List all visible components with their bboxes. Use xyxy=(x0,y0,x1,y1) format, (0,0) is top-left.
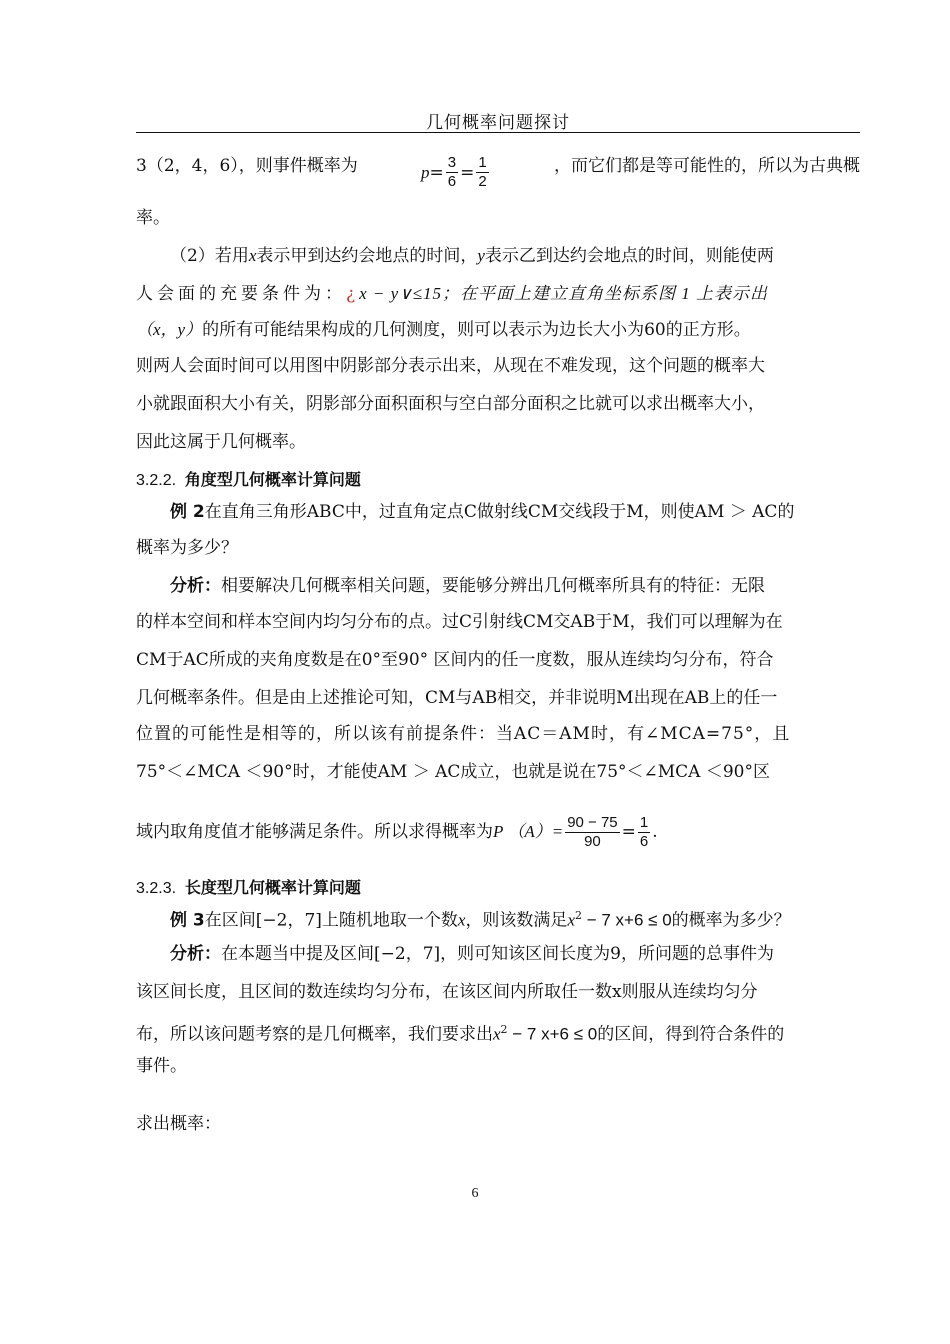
para1-fraction-2: $\frac{1}{2}$ xyxy=(478,154,487,190)
analysis2-line7: 域内取角度值才能够满足条件。所以求得概率为P （A）= $\frac{90 - 75}{90}$ = $\frac{1}{6}$ . xyxy=(136,814,658,850)
para1-p-symbol: p xyxy=(421,162,430,182)
para1-line1 xyxy=(136,154,860,191)
para2-line6: 因此这属于几何概率。 xyxy=(136,432,306,452)
section-heading-3-2-2: 3.2.2. 角度型几何概率计算问题 xyxy=(136,470,361,489)
example2-line1: 例 2在直角三角形ABC中，过直角定点C做射线CM交线段于M，则使AM ＞ AC的 xyxy=(170,502,795,522)
para2-line3: （x，y）的所有可能结果构成的几何测度，则可以表示为边长大小为60的正方形。 xyxy=(136,320,751,340)
para1-text-a: 3（2，4，6），则事件概率为 xyxy=(136,156,358,176)
analysis2-line3: CM于AC所成的夹角度数是在0°至90° 区间内的任一度数，服从连续均匀分布，符合 xyxy=(136,650,774,670)
closing-text: 求出概率： xyxy=(136,1114,221,1134)
example3-line1: 例 3在区间[−2，7]上随机地取一个数x，则该数满足$x^2 - 7$ x+6 ≤ 0的概率为多少？ xyxy=(170,909,791,931)
analysis2-fraction-1: $\frac{90 - 75}{90}$ xyxy=(567,814,618,850)
analysis3-line1: 分析：在本题当中提及区间[−2，7]，则可知该区间长度为9，所问题的总事件为 xyxy=(170,944,774,964)
analysis2-line2: 的样本空间和样本空间内均匀分布的点。过C引射线CM交AB于M，我们可以理解为在 xyxy=(136,612,783,632)
section-heading-3-2-3: 3.2.3. 长度型几何概率计算问题 xyxy=(136,878,361,897)
example2-label: 例 2 xyxy=(170,502,205,522)
para2-line4: 则两人会面时间可以用图中阴影部分表示出来，从现在不难发现，这个问题的概率大 xyxy=(136,356,765,376)
example3-label: 例 3 xyxy=(170,910,205,931)
analysis3-line4: 事件。 xyxy=(136,1056,187,1076)
para1-fraction-1: $\frac{3}{6}$ xyxy=(447,154,457,190)
header-rule xyxy=(136,132,860,133)
para1-text-b: ，而它们都是等可能性的，所以为古典概 xyxy=(553,156,860,176)
analysis2-line4: 几何概率条件。但是由上述推论可知，CM与AB相交，并非说明M出现在AB上的任一 xyxy=(136,688,778,708)
analysis2-line6: 75°＜∠MCA ＜90°时，才能使AM ＞ AC成立，也就是说在75°＜∠MCA ＜90°区 xyxy=(136,762,770,782)
para1-line2: 率。 xyxy=(136,208,170,228)
analysis2-line5: 位置的可能性是相等的，所以该有前提条件：当AC＝AM时，有∠MCA=75°，且 xyxy=(136,724,791,744)
para2-line5: 小就跟面积大小有关，阴影部分面积面积与空白部分面积之比就可以求出概率大小， xyxy=(136,394,765,414)
analysis3-label: 分析： xyxy=(170,944,221,964)
para2-line2: 人会面的充要条件为：¿x − y∨≤15；在平面上建立直角坐标系图 1 上表示出 xyxy=(136,284,768,304)
analysis3-line3: 布，所以该问题考察的是几何概率，我们要求出$x^2 - 7$ x+6 ≤ 0的区间，得到符合条件的 xyxy=(136,1023,785,1045)
running-header: 几何概率问题探讨 xyxy=(426,113,570,133)
analysis2-label: 分析： xyxy=(170,576,221,596)
para1-formula: p = $\frac{3}{6}$ = $\frac{1}{2}$ xyxy=(421,154,487,190)
example2-line2: 概率为多少？ xyxy=(136,538,238,558)
page-number: 6 xyxy=(471,1186,479,1201)
analysis2-fraction-2: $\frac{1}{6}$ xyxy=(639,814,649,850)
para2-line1: （2）若用x表示甲到达约会地点的时间，y表示乙到达约会地点的时间，则能使两 xyxy=(170,246,774,266)
analysis2-line1: 分析：相要解决几何概率相关问题，要能够分辨出几何概率所具有的特征：无限 xyxy=(170,576,765,596)
garbled-glyph: ¿ xyxy=(346,284,360,304)
analysis3-line2: 该区间长度，且区间的数连续均匀分布，在该区间内所取任一数x则服从连续均匀分 xyxy=(136,982,758,1002)
